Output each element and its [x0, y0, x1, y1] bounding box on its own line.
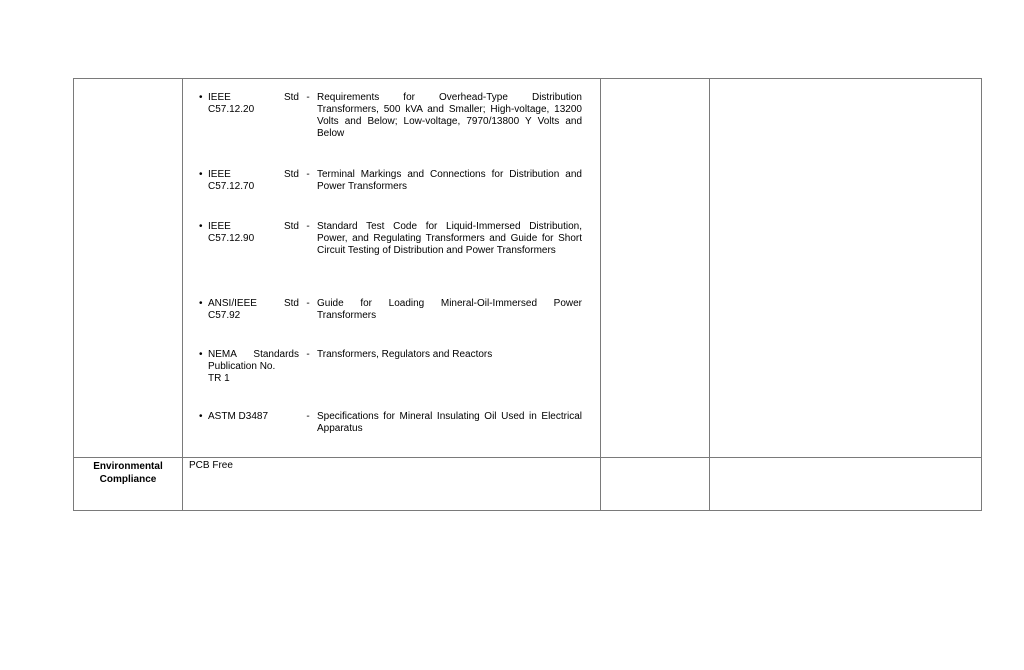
- standard-description: Standard Test Code for Liquid-Immersed Distribution, Power, and Regulating Transformers and Guide for Short Circuit Testing of Distribution and Power Transformers: [317, 221, 582, 256]
- separator-dash: -: [306, 349, 310, 360]
- label-line: Compliance: [99, 474, 157, 485]
- empty-cell: [710, 79, 982, 458]
- standard-code-part: IEEE: [208, 169, 231, 180]
- standards-cell: [183, 79, 601, 458]
- standard-code-part: C57.12.90: [208, 233, 255, 244]
- standard-description: Requirements for Overhead-Type Distribution Transformers, 500 kVA and Smaller; High-voltage, 13200 Volts and Below; Low-voltage, 7970/13800 Y Volts and Below: [317, 92, 582, 139]
- bullet-icon: •: [199, 411, 203, 422]
- separator-dash: -: [306, 221, 310, 232]
- standard-description: Terminal Markings and Connections for Distribution and Power Transformers: [317, 169, 582, 192]
- standard-item: [199, 169, 600, 195]
- standard-code: [208, 298, 299, 322]
- bullet-icon: •: [199, 92, 203, 103]
- standard-code-part: Standards: [253, 349, 299, 360]
- standard-code-part: Std: [283, 92, 299, 103]
- standard-code: [208, 349, 299, 385]
- standard-code: [208, 169, 299, 193]
- standard-code-part: C57.12.20: [208, 104, 255, 115]
- separator-dash: -: [306, 411, 310, 422]
- parameter-cell: [74, 79, 183, 458]
- empty-cell: [601, 79, 710, 458]
- bullet-icon: •: [199, 349, 203, 360]
- bullet-icon: •: [199, 221, 203, 232]
- standard-code: [208, 221, 299, 245]
- standard-description: Transformers, Regulators and Reactors: [317, 349, 493, 360]
- standard-description: Specifications for Mineral Insulating Oil Used in Electrical Apparatus: [317, 411, 582, 434]
- standard-item: [199, 411, 600, 437]
- standard-code-part: ANSI/IEEE: [208, 298, 257, 309]
- separator-dash: -: [306, 92, 310, 103]
- standard-code-part: ASTM D3487: [208, 411, 269, 422]
- standard-code-part: Publication No. TR 1: [208, 361, 276, 384]
- standard-item: [199, 221, 600, 273]
- table-row: [74, 458, 982, 511]
- environmental-compliance-label: [74, 458, 183, 511]
- specification-table: [73, 78, 982, 511]
- standard-code-part: Std: [283, 221, 299, 232]
- standard-item: [199, 92, 600, 144]
- standard-code: [208, 92, 299, 116]
- bullet-icon: •: [199, 169, 203, 180]
- bullet-icon: •: [199, 298, 203, 309]
- standard-code-part: NEMA: [208, 349, 237, 360]
- separator-dash: -: [306, 298, 310, 309]
- standard-code-part: Std: [283, 298, 299, 309]
- environmental-compliance-value: PCB Free: [183, 458, 601, 511]
- standard-code-part: IEEE: [208, 221, 231, 232]
- standard-code-part: C57.12.70: [208, 181, 255, 192]
- empty-cell: [710, 458, 982, 511]
- standard-item: [199, 298, 600, 324]
- standards-list: [183, 79, 600, 437]
- label-line: Environmental: [93, 461, 163, 472]
- standard-code-part: Std: [283, 169, 299, 180]
- separator-dash: -: [306, 169, 310, 180]
- standard-description: Guide for Loading Mineral-Oil-Immersed Power Transformers: [317, 298, 582, 321]
- standard-item: [199, 349, 600, 387]
- standard-code-part: IEEE: [208, 92, 231, 103]
- standard-code: [208, 411, 299, 423]
- standard-code-part: C57.92: [208, 310, 241, 321]
- empty-cell: [601, 458, 710, 511]
- table-row: [74, 79, 982, 458]
